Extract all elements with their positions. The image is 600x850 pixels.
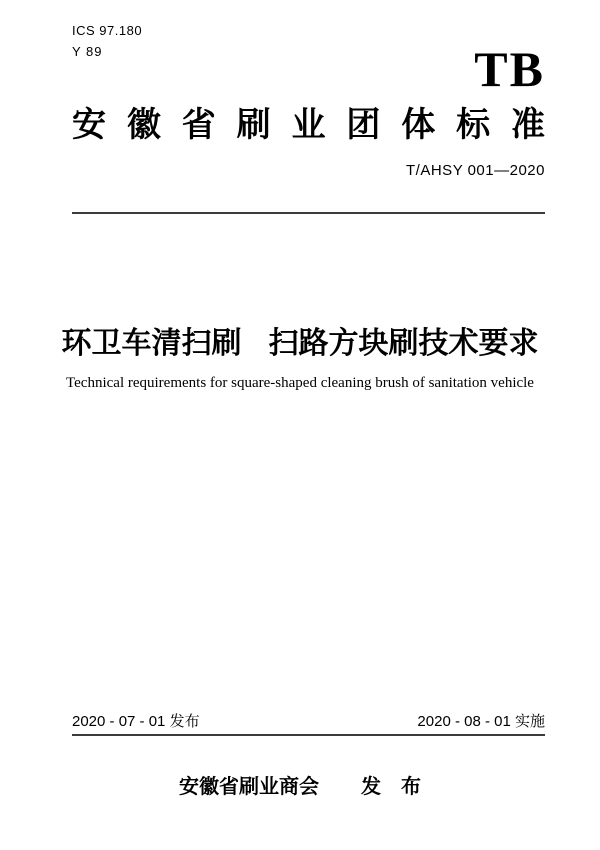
header-rule	[72, 212, 545, 214]
dates-row	[72, 710, 545, 736]
classification-code: Y 89	[72, 44, 103, 59]
document-title-en: Technical requirements for square-shaped cleaning brush of sanitation vehicle	[66, 375, 534, 391]
document-title-cn-part1: 环卫车清扫刷	[61, 327, 242, 360]
standard-number: T/AHSY 001—2020	[406, 162, 545, 179]
document-title-cn-part2: 扫路方块刷技术要求	[268, 327, 539, 360]
publisher-row	[0, 770, 600, 799]
org-standard-title: 安徽省刷业团体标准	[72, 106, 545, 144]
issue-date: 2020 - 07 - 01 发布	[72, 713, 200, 730]
publisher-name: 安徽省刷业商会	[179, 776, 319, 798]
implement-date: 2020 - 08 - 01 实施	[417, 713, 545, 730]
standard-logo: TB	[474, 41, 545, 97]
ics-code: ICS 97.180	[72, 23, 143, 38]
document-title-cn	[0, 318, 600, 362]
publish-action-label: 发 布	[361, 776, 421, 798]
